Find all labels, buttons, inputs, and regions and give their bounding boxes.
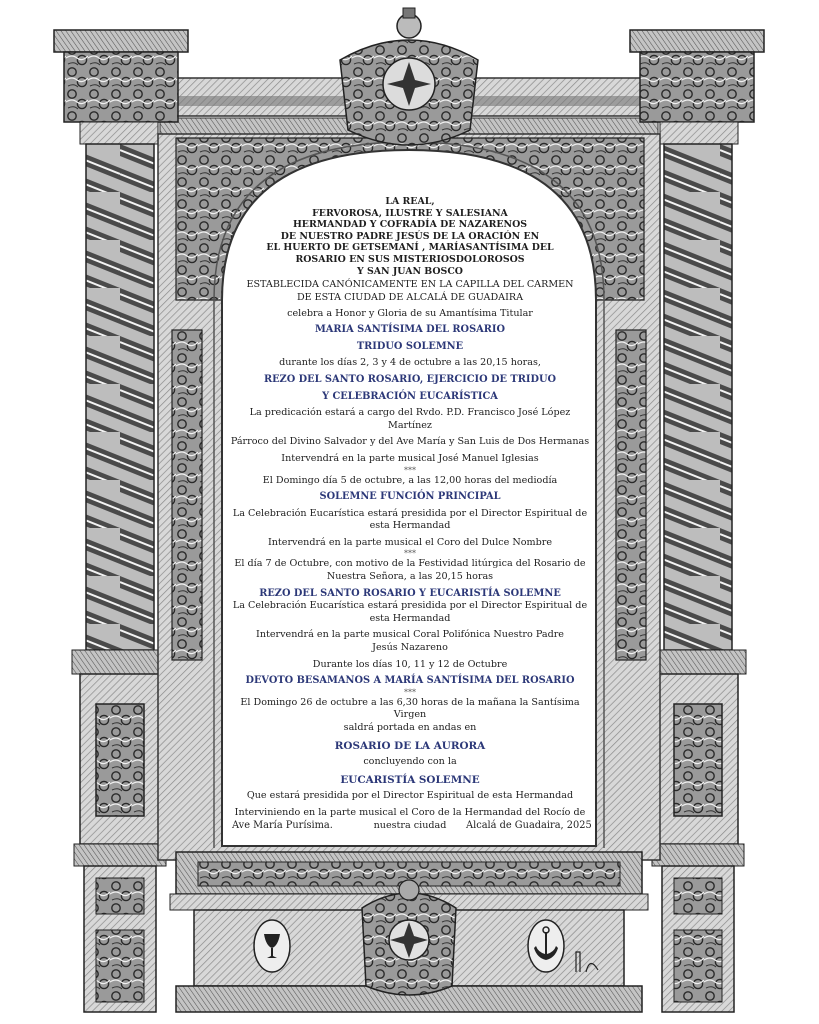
triduo-preacher: La predicación estará a cargo del Rvdo. P.D. Francisco José López Martínez <box>249 407 571 431</box>
established-line: ESTABLECIDA CANÓNICAMENTE EN LA CAPILLA DEL CARMEN <box>246 279 574 291</box>
triduo-subtitle: Y CELEBRACIÓN EUCARÍSTICA <box>322 390 498 402</box>
aurora-title: ROSARIO DE LA AURORA <box>334 739 486 752</box>
funcion-presided: La Celebración Eucarística estará presidida por el Director Espiritual de <box>232 507 588 519</box>
crest-emblem-top <box>340 8 478 145</box>
besamanos-title: DEVOTO BESAMANOS A MARÍA SANTÍSIMA DEL ROSARIO <box>245 675 575 687</box>
heading-line: DE NUESTRO PADRE JESÚS DE LA ORACIÓN EN <box>280 230 540 242</box>
anchor-cartouche <box>528 920 564 972</box>
besamanos-dates: Durante los días 10, 11 y 12 de Octubre <box>312 658 508 670</box>
heading-line: ROSARIO EN SUS MISTERIOSDOLOROSOS <box>295 253 525 265</box>
aurora-date: El Domingo 26 de octubre a las 6,30 horas de la mañana la Santísima Virgen <box>240 696 580 721</box>
eucaristia-title: EUCARISTÍA SOLEMNE <box>340 773 480 786</box>
festividad-presided: La Celebración Eucarística estará presidida por el Director Espiritual de <box>232 600 588 612</box>
festividad-presided: esta Hermandad <box>369 612 451 624</box>
aurora-date: saldrá portada en andas en <box>343 722 477 733</box>
triduo-music: Intervendrá en la parte musical José Manuel Iglesias <box>281 452 539 464</box>
heading-line: Y SAN JUAN BOSCO <box>357 265 463 277</box>
separator: *** <box>404 465 416 475</box>
heading-line: HERMANDAD Y COFRADÍA DE NAZARENOS <box>292 219 528 231</box>
footer-place-date: Alcalá de Guadaira, 2025 <box>466 820 592 831</box>
festividad-title: REZO DEL SANTO ROSARIO Y EUCARISTÍA SOLEMNE <box>259 587 561 599</box>
triduo-subtitle: REZO DEL SANTO ROSARIO, EJERCICIO DE TRIDUO <box>263 373 557 385</box>
funcion-date: El Domingo día 5 de octubre, a las 12,00 horas del mediodía <box>262 474 558 486</box>
footer-greeting: Ave María Purísima. <box>232 820 333 831</box>
aurora-presided: Que estará presidida por el Director Espiritual de esta Hermandad <box>246 790 574 802</box>
separator: *** <box>404 687 416 697</box>
festividad-music: Intervendrá en la parte musical Coral Polifónica Nuestro Padre <box>256 629 564 641</box>
festividad-date: El día 7 de Octubre, con motivo de la Festividad litúrgica del Rosario de <box>234 558 586 570</box>
triduo-parish: Párroco del Divino Salvador y del Ave María y San Luis de Dos Hermanas <box>230 436 590 448</box>
triduo-dates: durante los días 2, 3 y 4 de octubre a las 20,15 horas, <box>279 357 541 369</box>
chalice-cartouche <box>254 920 290 972</box>
aurora-music: nuestra ciudad <box>373 819 447 831</box>
established-line: DE ESTA CIUDAD DE ALCALÁ DE GUADAIRA <box>296 292 524 304</box>
announcement-text <box>228 196 592 832</box>
festividad-date: Nuestra Señora, a las 20,15 horas <box>326 571 494 583</box>
funcion-music: Intervendrá en la parte musical el Coro del Dulce Nombre <box>267 536 553 548</box>
separator: *** <box>404 549 416 559</box>
brotherhood-heading <box>228 196 592 277</box>
aurora-concluding: concluyendo con la <box>363 756 457 768</box>
heading-line: FERVOROSA, ILUSTRE Y SALESIANA <box>312 207 508 219</box>
titular-title: MARIA SANTÍSIMA DEL ROSARIO <box>314 324 506 336</box>
funcion-presided: esta Hermandad <box>369 520 451 532</box>
aurora-music: Interviniendo en la parte musical el Coro de la Hermandad del Rocío de <box>234 806 586 818</box>
festividad-music: Jesús Nazareno <box>372 642 448 654</box>
honor-line: celebra a Honor y Gloria de su Amantísima Titular <box>287 307 533 319</box>
heading-line: LA REAL, <box>385 196 435 207</box>
funcion-title: SOLEMNE FUNCIÓN PRINCIPAL <box>319 491 501 503</box>
triduo-title: TRIDUO SOLEMNE <box>356 340 464 352</box>
heading-line: EL HUERTO DE GETSEMANÍ , MARÍASANTÍSIMA DEL <box>266 242 554 254</box>
